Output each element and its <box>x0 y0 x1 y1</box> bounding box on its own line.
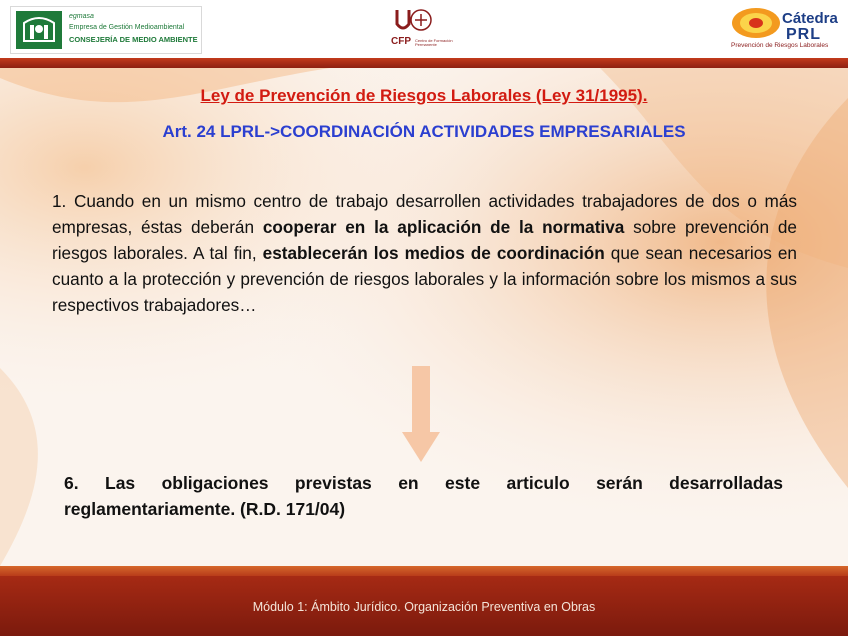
catedra-subtitle: Prevención de Riesgos Laborales <box>731 42 829 49</box>
header-band <box>0 58 848 68</box>
article-paragraph-1 <box>52 188 797 318</box>
catedra-prl-label: PRL <box>786 26 821 43</box>
cfp-seal-icon <box>389 6 457 36</box>
cfp-small-text: Centro de Formación Permanente <box>415 38 453 47</box>
slide-subtitle: Art. 24 LPRL->COORDINACIÓN ACTIVIDADES EMPRESARIALES <box>162 122 686 141</box>
cfp-label: CFP <box>391 36 411 47</box>
para1-bold-b: establecerán los medios de coordinación <box>262 243 605 263</box>
junta-andalucia-emblem-icon <box>16 11 62 49</box>
egmasa-logo <box>10 6 202 54</box>
catedra-prl-logo <box>730 5 840 53</box>
para1-bold-a: cooperar en la aplicación de la normativa <box>262 217 625 237</box>
para1-text-a: 1. Cuando en un mismo centro de trabajo desarrollen actividades trabajadores de dos o más empresas, éstas deberán <box>52 191 797 237</box>
catedra-sun-icon <box>730 5 782 45</box>
para1-text-b: sobre prevención de riesgos laborales. A tal fin, <box>52 217 797 263</box>
footer-text: Módulo 1: Ámbito Jurídico. Organización Preventiva en Obras <box>252 600 596 614</box>
header <box>0 0 848 58</box>
para1-text-c: que sean necesarios en cuanto a la protección y prevención de riesgos laborales y la información sobre los mismos a sus respectivos trabajadores… <box>52 243 797 315</box>
egmasa-description: Empresa de Gestión Medioambiental <box>69 24 185 31</box>
cfp-logo <box>389 6 457 52</box>
article-paragraph-6: 6. Las obligaciones previstas en este articulo serán desarrolladas reglamentariamente. (R.D. 171/04) <box>64 473 783 519</box>
footer-band <box>0 566 848 576</box>
catedra-label: Cátedra <box>782 10 838 27</box>
slide-title: Ley de Prevención de Riesgos Laborales (Ley 31/1995). <box>200 86 648 105</box>
egmasa-consejeria: CONSEJERÍA DE MEDIO AMBIENTE <box>69 35 198 44</box>
down-arrow-icon <box>402 366 440 462</box>
egmasa-name: egmasa <box>69 13 94 20</box>
